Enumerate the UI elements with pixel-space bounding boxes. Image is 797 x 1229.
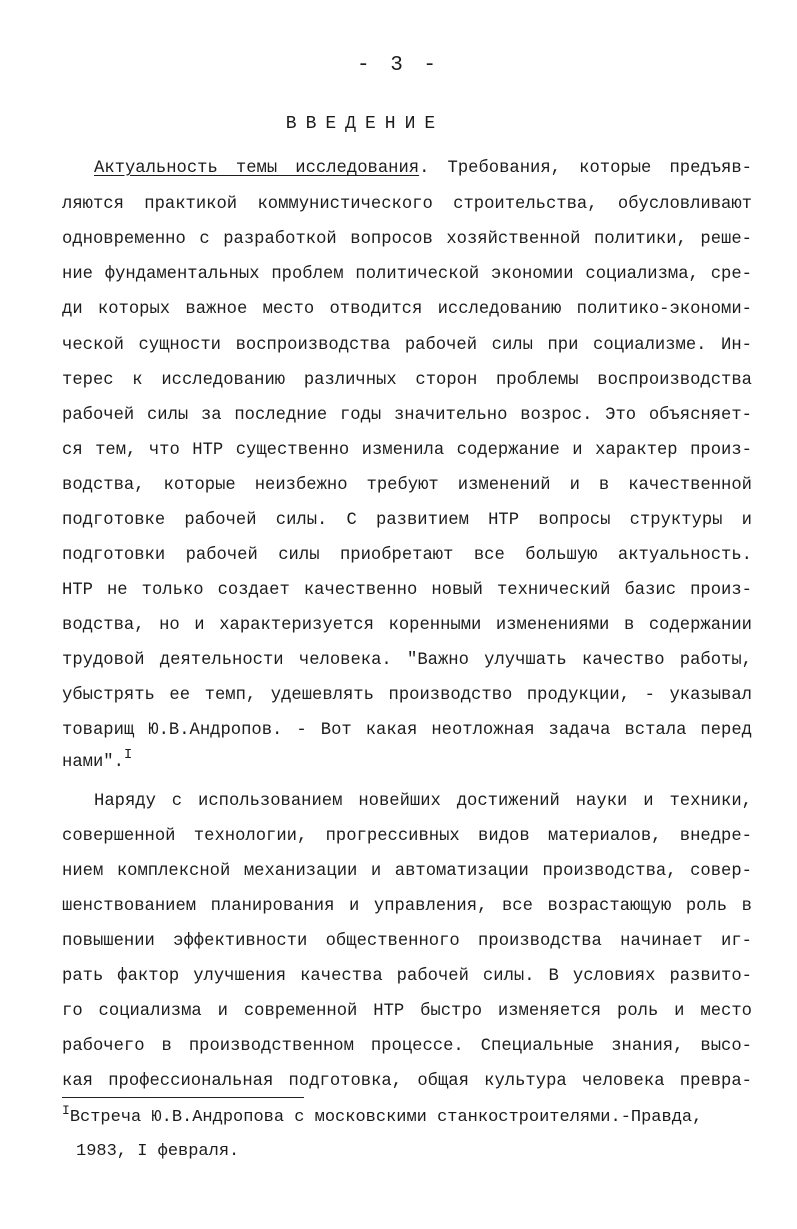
paragraph-line: одновременно с разработкой вопросов хозяйственной политики, реше- — [62, 230, 752, 249]
page-number: - 3 - — [356, 54, 440, 77]
paragraph-line: терес к исследованию различных сторон проблемы воспроизводства — [62, 371, 752, 390]
paragraph-line: рабочей силы за последние годы значительно возрос. Это объясняет- — [62, 406, 752, 425]
paragraph-line: подготовке рабочей силы. С развитием НТР вопросы структуры и — [62, 511, 752, 530]
paragraph-line: водства, но и характеризуется коренными изменениями в содержании — [62, 616, 752, 635]
paragraph-line: ческой сущности воспроизводства рабочей силы при социализме. Ин- — [62, 336, 752, 355]
paragraph-line: рать фактор улучшения качества рабочей силы. В условиях развито- — [62, 967, 752, 986]
paragraph-line: го социализма и современной НТР быстро изменяется роль и место — [62, 1002, 752, 1021]
paragraph-line: подготовки рабочей силы приобретают все большую актуальность. — [62, 546, 752, 565]
paragraph-line: Актуальность темы исследования. Требования, которые предъяв- — [94, 159, 752, 178]
paragraph-line: совершенной технологии, прогрессивных видов материалов, внедре- — [62, 827, 752, 846]
paragraph-line: товарищ Ю.В.Андропов. - Вот какая неотложная задача встала перед — [62, 721, 752, 740]
paragraph-line: трудовой деятельности человека. "Важно улучшать качество работы, — [62, 651, 752, 670]
footnote-separator — [62, 1097, 304, 1098]
paragraph-line: НТР не только создает качественно новый технический базис произ- — [62, 581, 752, 600]
paragraph-line: ляются практикой коммунистического строительства, обусловливают — [62, 195, 752, 214]
paragraph-line: ние фундаментальных проблем политической экономии социализма, сре- — [62, 265, 752, 284]
section-heading: ВВЕДЕНИЕ — [285, 114, 445, 134]
paragraph-line: нами".$^I$ — [62, 747, 133, 772]
paragraph-line: ди которых важное место отводится исследованию политико-экономи- — [62, 300, 752, 319]
paragraph-line: кая профессиональная подготовка, общая культура человека превра- — [62, 1072, 752, 1091]
topic-relevance-lead: Актуальность темы исследования — [94, 159, 420, 178]
paragraph-line: нием комплексной механизации и автоматизации производства, совер- — [62, 862, 752, 881]
paragraph-line: повышении эффективности общественного производства начинает иг- — [62, 932, 752, 951]
paragraph-line: шенствованием планирования и управления, все возрастающую роль в — [62, 897, 752, 916]
paragraph-line: рабочего в производственном процессе. Специальные знания, высо- — [62, 1037, 752, 1056]
footnote-line: 1983, I февраля. — [76, 1142, 240, 1161]
footnote-line: $^I$Встреча Ю.В.Андропова с московскими станкостроителями.-Правда, — [62, 1103, 703, 1127]
paragraph-line: ся тем, что НТР существенно изменила содержание и характер произ- — [62, 441, 752, 460]
paragraph-line: Наряду с использованием новейших достижений науки и техники, — [94, 792, 752, 811]
paragraph-line: водства, которые неизбежно требуют изменений и в качественной — [62, 476, 752, 495]
footnote-reference: I — [123, 747, 133, 763]
footnote-mark: I — [62, 1103, 70, 1118]
paragraph-line: убыстрять ее темп, удешевлять производство продукции, - указывал — [62, 686, 752, 705]
